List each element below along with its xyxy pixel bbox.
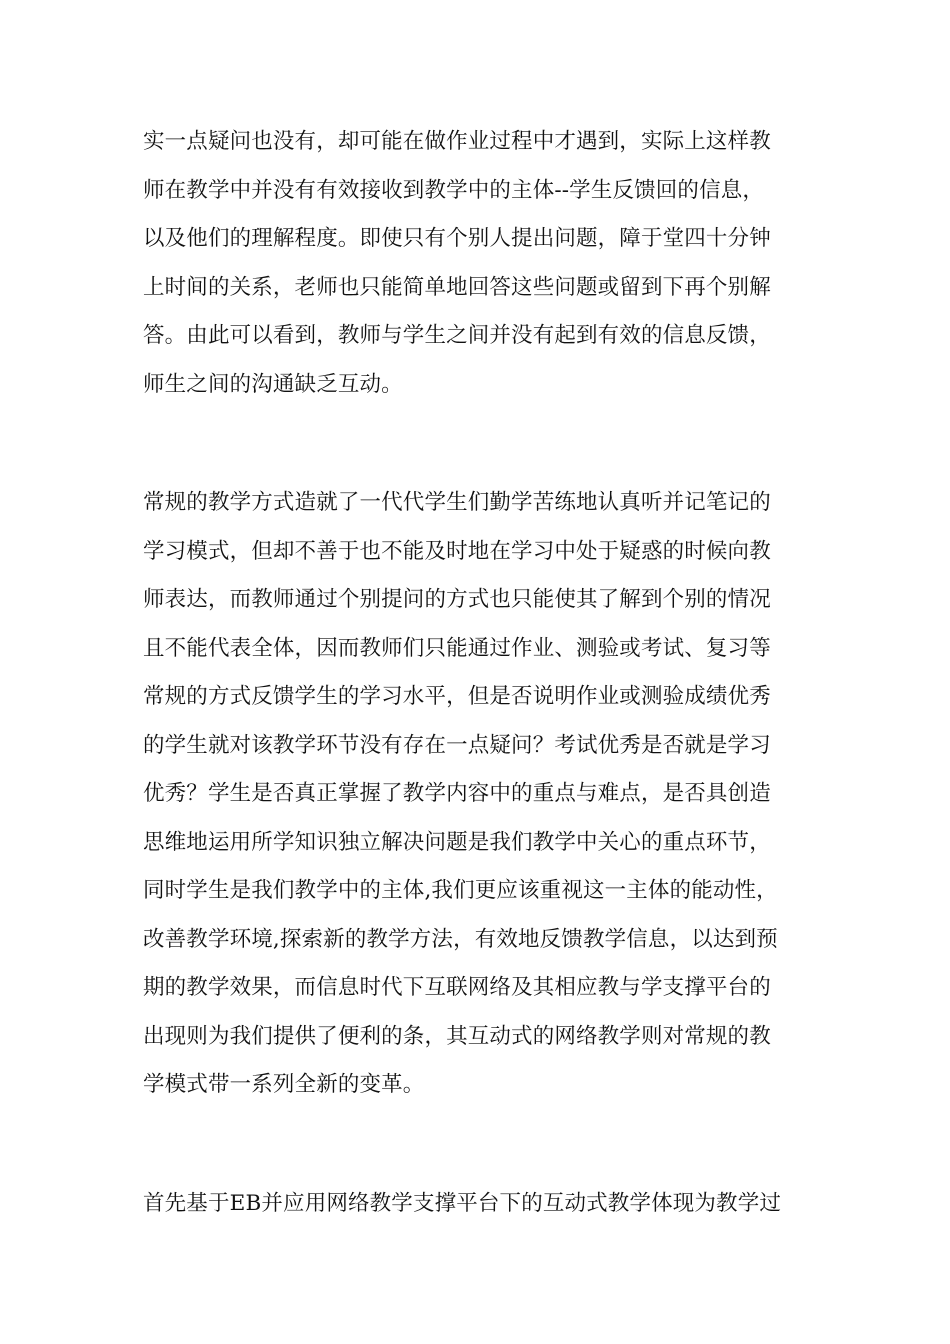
- text-line: 上时间的关系，老师也只能简单地回答这些问题或留到下再个别解: [143, 274, 771, 300]
- text-line: 学习模式，但却不善于也不能及时地在学习中处于疑惑的时候向教: [143, 538, 771, 564]
- text-line: 改善教学环境,探索新的教学方法，有效地反馈教学信息，以达到预: [143, 926, 778, 952]
- paragraph-1: [143, 118, 815, 409]
- document-body: [143, 118, 815, 1228]
- text-line: 师在教学中并没有有效接收到教学中的主体--学生反馈回的信息，: [143, 177, 765, 203]
- text-line: 同时学生是我们教学中的主体,我们更应该重视这一主体的能动性，: [143, 878, 778, 903]
- text-line: 常规的教学方式造就了一代代学生们勤学苦练地认真听并记笔记的: [143, 490, 771, 515]
- text-line: 师表达，而教师通过个别提问的方式也只能使其了解到个别的情况: [143, 587, 771, 612]
- paragraph-3: [143, 1180, 815, 1229]
- text-line: 学模式带一系列全新的变革。: [143, 1072, 425, 1097]
- text-line: 的学生就对该教学环节没有存在一点疑问？考试优秀是否就是学习: [143, 732, 771, 758]
- text-line: 且不能代表全体，因而教师们只能通过作业、测验或考试、复习等: [143, 635, 771, 661]
- text-line: 优秀？学生是否真正掌握了教学内容中的重点与难点，是否具创造: [143, 781, 771, 806]
- text-line: 期的教学效果，而信息时代下互联网络及其相应教与学支撑平台的: [143, 975, 771, 1000]
- text-line: 师生之间的沟通缺乏互动。: [143, 371, 403, 397]
- text-line: 首先基于EB并应用网络教学支撑平台下的互动式教学体现为教学过: [143, 1190, 781, 1216]
- paragraph-2: [143, 479, 815, 1110]
- text-line: 答。由此可以看到，教师与学生之间并没有起到有效的信息反馈，: [143, 323, 771, 348]
- text-line: 以及他们的理解程度。即使只有个别人提出问题，障于堂四十分钟: [143, 226, 771, 251]
- text-line: 出现则为我们提供了便利的条，其互动式的网络教学则对常规的教: [143, 1023, 771, 1049]
- text-line: 实一点疑问也没有，却可能在做作业过程中才遇到，实际上这样教: [143, 129, 771, 154]
- text-line: 常规的方式反馈学生的学习水平，但是否说明作业或测验成绩优秀: [143, 684, 771, 709]
- text-line: 思维地运用所学知识独立解决问题是我们教学中关心的重点环节，: [143, 829, 771, 855]
